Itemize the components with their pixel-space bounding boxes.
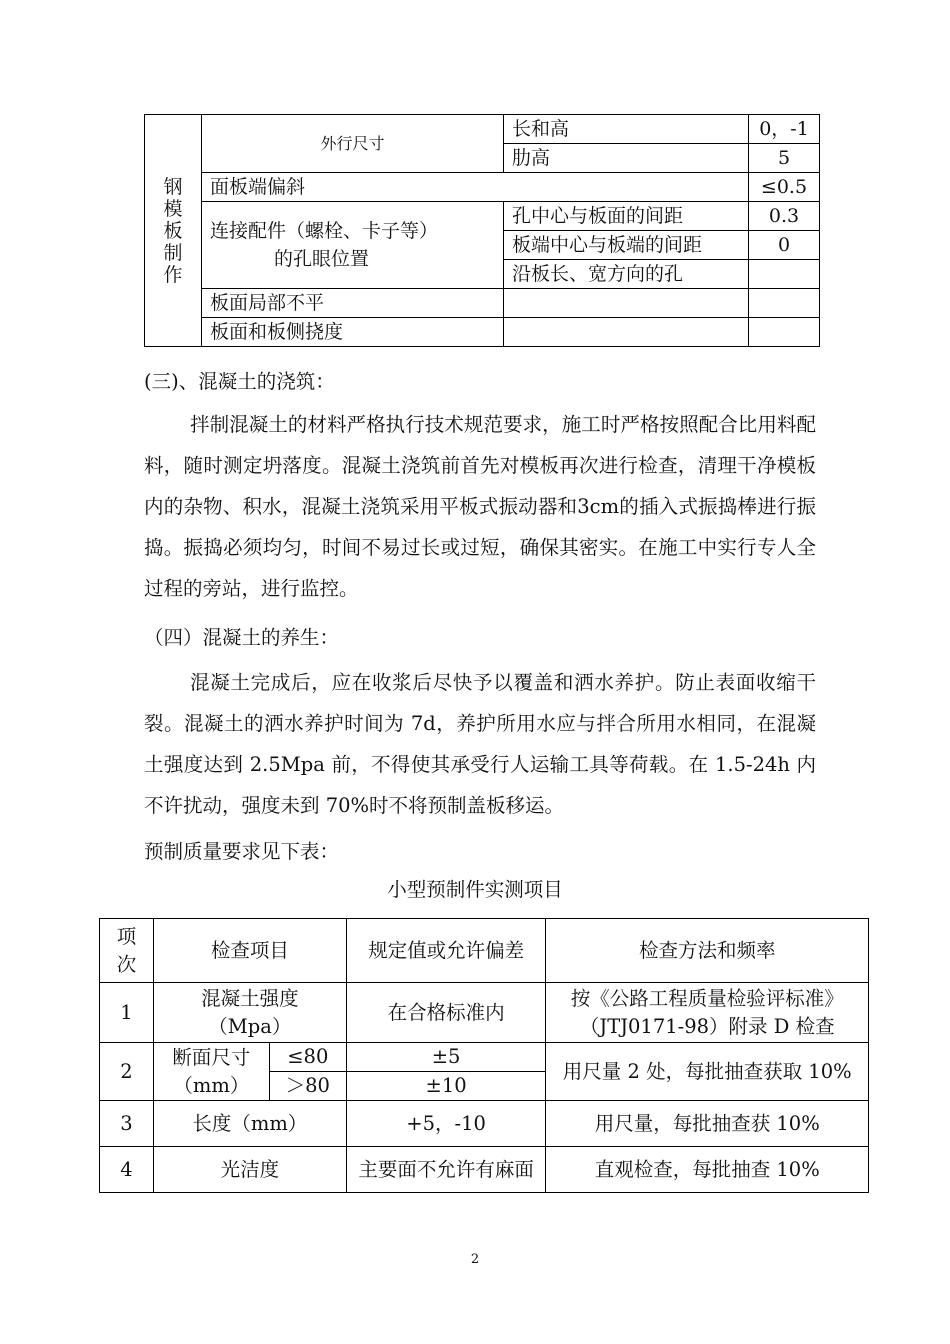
section4-paragraph: 混凝土完成后，应在收浆后尽快予以覆盖和洒水养护。防止表面收缩干裂。混凝土的洒水养护时间为 7d，养护所用水应与拌合所用水相同，在混凝土强度达到 2.5Mpa 前，不得使其承受行人运输工具等荷载。在 1.5-24h 内不许扰动，强度未到 70%时不将预制盖板移运。 <box>144 671 816 817</box>
length-height-cell: 长和高 <box>504 115 749 144</box>
panel-end-skew-cell: 面板端偏斜 <box>202 173 749 202</box>
row2-item-line1: 断面尺寸 <box>172 1045 251 1069</box>
row3-no: 3 <box>100 1101 154 1147</box>
steel-formwork-table <box>144 114 820 347</box>
local-uneven-empty <box>504 289 749 318</box>
header-tolerance: 规定值或允许偏差 <box>346 919 546 983</box>
connector-line2: 的孔眼位置 <box>274 248 370 270</box>
row1-no: 1 <box>100 983 154 1043</box>
row4-item: 光洁度 <box>153 1147 346 1193</box>
section4-heading: （四）混凝土的养生： <box>144 626 340 649</box>
end-center-cell: 板端中心与板端的间距 <box>504 231 749 260</box>
rib-height-cell: 肋高 <box>504 144 749 173</box>
row1-method <box>546 983 869 1043</box>
local-uneven-value <box>749 289 820 318</box>
row1-tolerance: 在合格标准内 <box>346 983 546 1043</box>
connector-hole-cell <box>202 202 504 289</box>
deflection-cell: 板面和板侧挠度 <box>202 318 504 347</box>
group-label: 钢 模 板 制 作 <box>145 115 202 347</box>
panel-end-skew-value: ≤0.5 <box>749 173 820 202</box>
deflection-empty <box>504 318 749 347</box>
deflection-value <box>749 318 820 347</box>
header-method: 检查方法和频率 <box>546 919 869 983</box>
end-center-value: 0 <box>749 231 820 260</box>
row4-method: 直观检查，每批抽查 10% <box>546 1147 869 1193</box>
section3-paragraph: 拌制混凝土的材料严格执行技术规范要求，施工时严格按照配合比用料配料，随时测定坍落度。混凝土浇筑前首先对模板再次进行检查，清理干净模板内的杂物、积水，混凝土浇筑采用平板式振动器和3cm的插入式振捣棒进行振捣。振捣必须均匀，时间不易过长或过短，确保其密实。在施工中实行专人全过程的旁站，进行监控。 <box>144 413 816 600</box>
rib-height-value: 5 <box>749 144 820 173</box>
row2-method: 用尺量 2 处，每批抽查获取 10% <box>546 1043 869 1101</box>
connector-line1: 连接配件（螺栓、卡子等） <box>210 220 439 242</box>
hole-center-cell: 孔中心与板面的间距 <box>504 202 749 231</box>
local-uneven-cell: 板面局部不平 <box>202 289 504 318</box>
row2-sub2: ＞80 <box>269 1072 346 1101</box>
row1-method-line2: （JTJ0171-98）附录 D 检查 <box>579 1014 835 1038</box>
row1-method-line1: 按《公路工程质量检验评标准》 <box>570 986 844 1010</box>
row1-item-line1: 混凝土强度 <box>201 986 299 1010</box>
hole-center-value: 0.3 <box>749 202 820 231</box>
precast-inspection-table <box>99 918 869 1193</box>
along-length-value <box>749 260 820 289</box>
section4-tail: 预制质量要求见下表： <box>144 840 340 863</box>
row2-tol2: ±10 <box>346 1072 546 1101</box>
along-length-cell: 沿板长、宽方向的孔 <box>504 260 749 289</box>
page-number: 2 <box>470 1252 480 1267</box>
row2-item <box>153 1043 269 1101</box>
row3-item: 长度（mm） <box>153 1101 346 1147</box>
row2-no: 2 <box>100 1043 154 1101</box>
header-item: 检查项目 <box>153 919 346 983</box>
row4-no: 4 <box>100 1147 154 1193</box>
table2-caption: 小型预制件实测项目 <box>387 878 563 901</box>
row3-tolerance: +5，-10 <box>346 1101 546 1147</box>
row3-method: 用尺量，每批抽查获 10% <box>546 1101 869 1147</box>
section3-heading: (三)、混凝土的浇筑： <box>144 370 335 393</box>
header-no-text: 项次 <box>116 924 137 976</box>
row2-sub1: ≤80 <box>269 1043 346 1072</box>
row2-tol1: ±5 <box>346 1043 546 1072</box>
row1-item <box>153 983 346 1043</box>
row2-item-line2: （mm） <box>173 1073 250 1097</box>
row1-item-line2: （Mpa） <box>208 1014 292 1038</box>
length-height-value: 0，-1 <box>749 115 820 144</box>
header-no <box>100 919 154 983</box>
row4-tolerance: 主要面不允许有麻面 <box>346 1147 546 1193</box>
outer-size-cell: 外行尺寸 <box>202 115 504 173</box>
